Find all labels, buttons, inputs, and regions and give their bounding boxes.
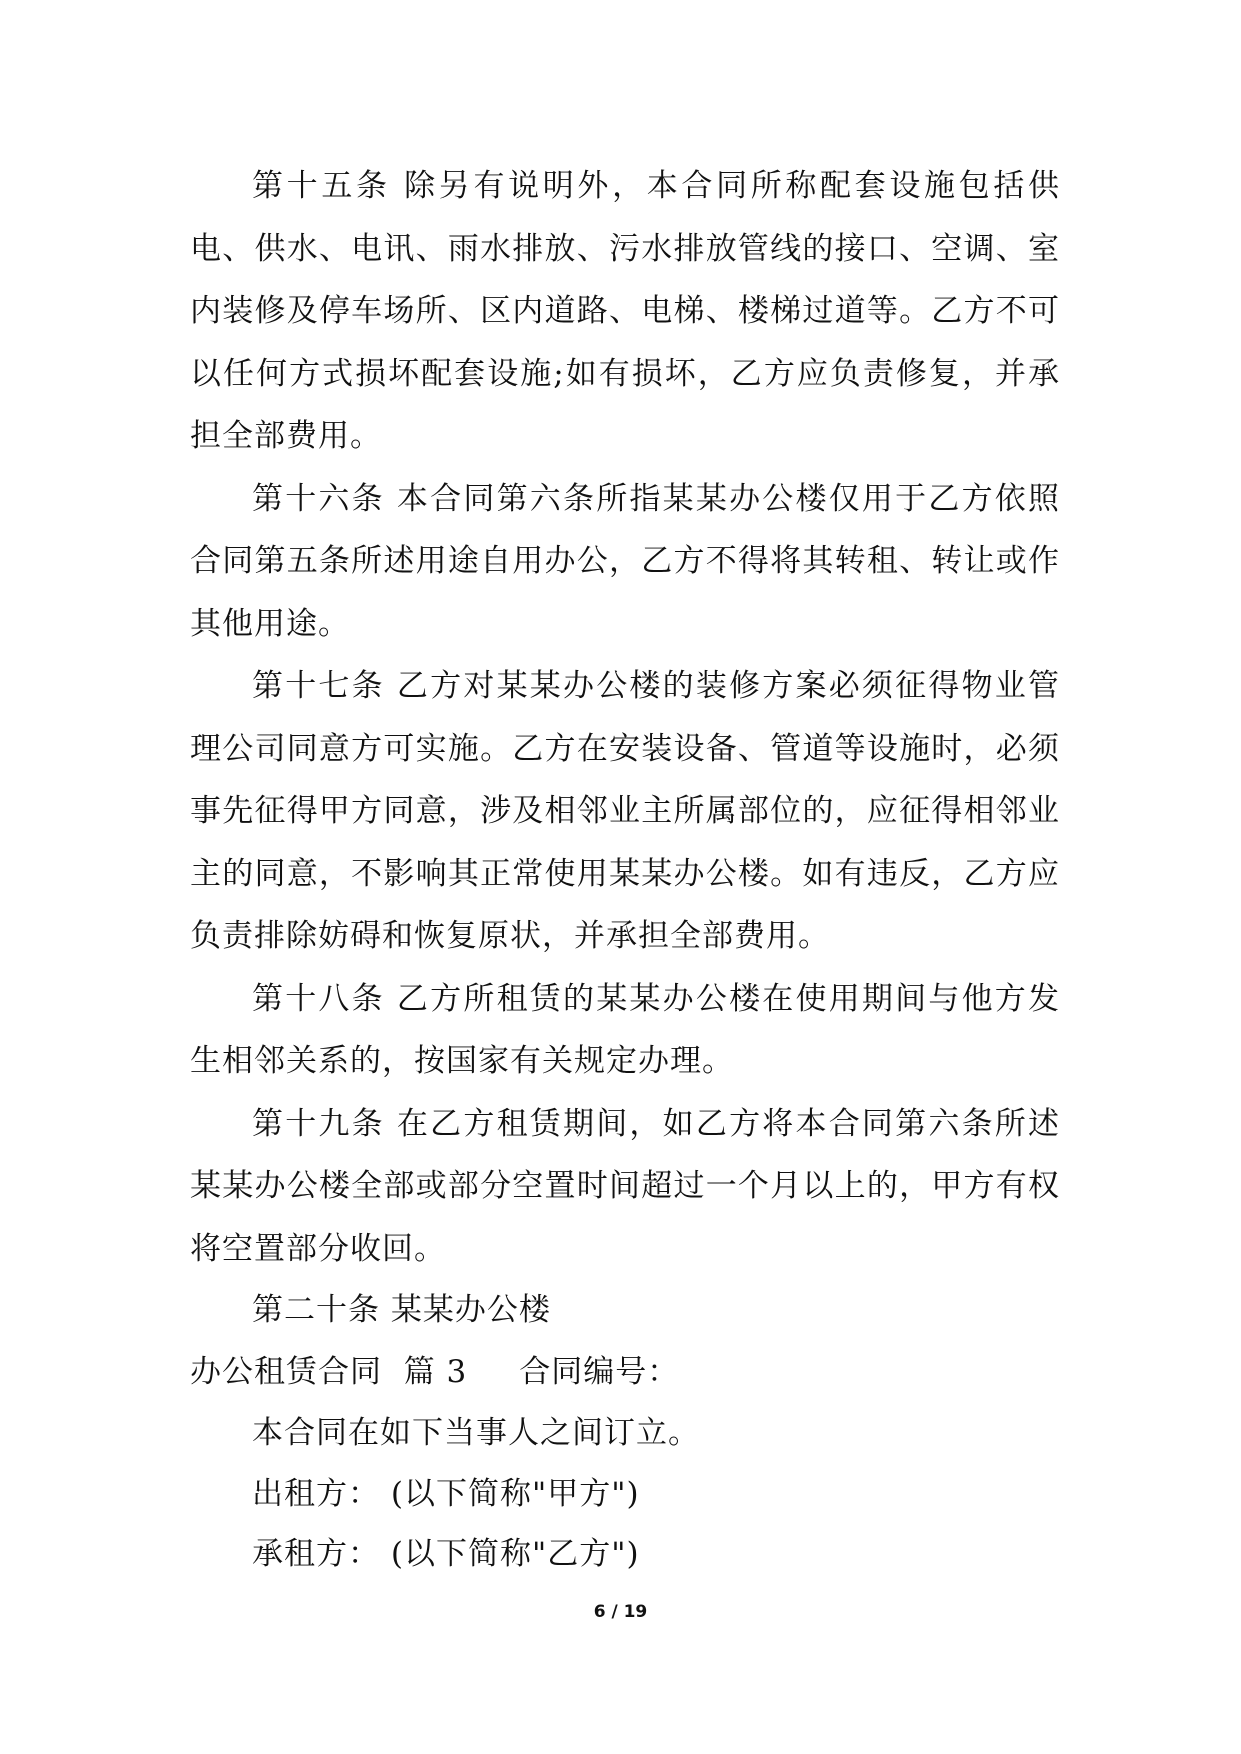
- article-18-paragraph: 第十八条 乙方所租赁的某某办公楼在使用期间与他方发生相邻关系的，按国家有关规定办理。: [190, 980, 1060, 1079]
- article-15-paragraph: 第十五条 除另有说明外，本合同所称配套设施包括供电、供水、电讯、雨水排放、污水排放管线的接口、空调、室内装修及停车场所、区内道路、电梯、楼梯过道等。乙方不可以任何方式损坏配套设施;如有损坏，乙方应负责修复，并承担全部费用。: [190, 168, 1060, 454]
- contract-title: 办公租赁合同 篇 3: [190, 1353, 468, 1390]
- intro-paragraph: 本合同在如下当事人之间订立。: [252, 1415, 700, 1451]
- article-16-paragraph: 第十六条 本合同第六条所指某某办公楼仅用于乙方依照合同第五条所述用途自用办公，乙方不得将其转租、转让或作其他用途。: [190, 480, 1060, 642]
- lessor-line: 出租方： (以下简称"甲方"): [252, 1475, 640, 1512]
- article-19-paragraph: 第十九条 在乙方租赁期间，如乙方将本合同第六条所述某某办公楼全部或部分空置时间超过一个月以上的，甲方有权将空置部分收回。: [190, 1105, 1060, 1267]
- contract-number-label: 合同编号：: [519, 1353, 680, 1390]
- document-body: [190, 155, 1060, 1585]
- lessee-line: 承租方： (以下简称"乙方"): [252, 1536, 640, 1572]
- article-20-paragraph: 第二十条 某某办公楼: [252, 1292, 551, 1328]
- article-17-paragraph: 第十七条 乙方对某某办公楼的装修方案必须征得物业管理公司同意方可实施。乙方在安装设备、管道等设施时，必须事先征得甲方同意，涉及相邻业主所属部位的，应征得相邻业主的同意，不影响其正常使用某某办公楼。如有违反，乙方应负责排除妨碍和恢复原状，并承担全部费用。: [190, 668, 1060, 954]
- page-number: 6 / 19: [593, 1602, 648, 1622]
- contract-heading-line: [190, 1341, 1060, 1404]
